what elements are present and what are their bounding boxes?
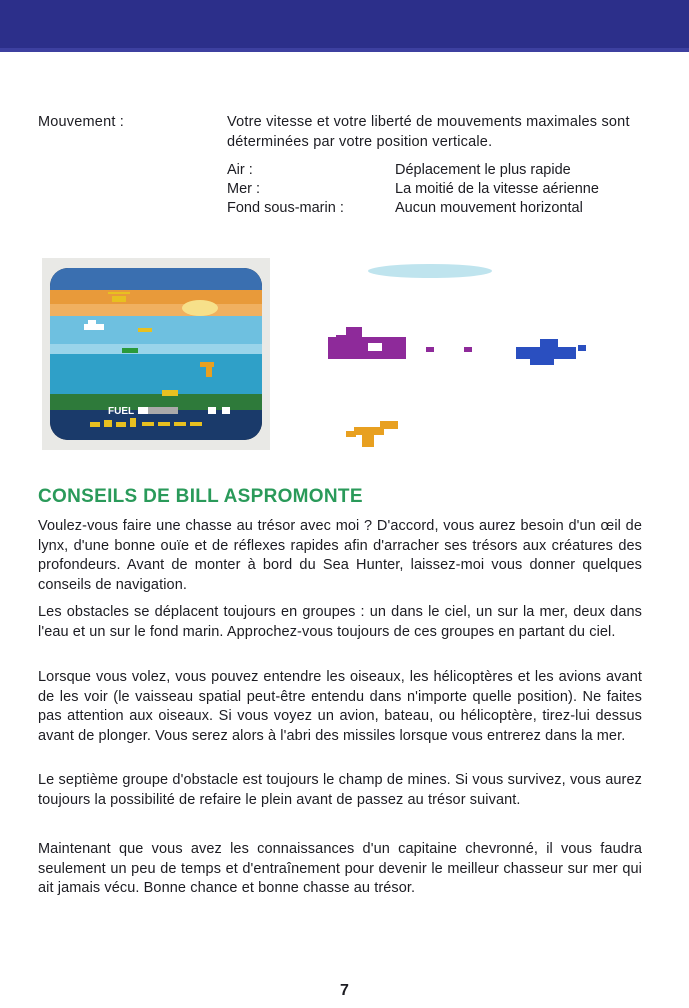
- fuel-label: FUEL: [108, 406, 135, 417]
- game-scene: [50, 268, 262, 440]
- cloud-icon: [368, 264, 492, 278]
- surface-boat-icon: [138, 328, 152, 332]
- submarine-icon: [328, 327, 406, 359]
- header-bar: [0, 0, 689, 52]
- torpedo-icon-2: [464, 347, 472, 352]
- speed-effect-air: Déplacement le plus rapide: [395, 162, 571, 178]
- torpedo-icon: [426, 347, 434, 352]
- speed-zone-mer: Mer :: [227, 181, 261, 197]
- speed-zone-fond: Fond sous-marin :: [227, 200, 344, 216]
- mouvement-description: Votre vitesse et votre liberté de mouvements maximales sont déterminées par votre position verticale.: [227, 114, 630, 150]
- speed-zone-air: Air :: [227, 162, 253, 178]
- paragraph-1: Voulez-vous faire une chasse au trésor avec moi ? D'accord, vous aurez besoin d'un œil de lynx, d'une bonne ouïe et de réflexes rapides afin d'arracher ses trésors aux créatures des profondeurs. Avant de monter à bord du Sea Hunter, laissez-moi vous donner quelques conseils de navigation.: [38, 518, 642, 593]
- header-bar-edge: [0, 48, 689, 52]
- yellow-fish-icon: [162, 390, 178, 396]
- speed-effect-fond: Aucun mouvement horizontal: [395, 200, 583, 216]
- paragraph-3: Lorsque vous volez, vous pouvez entendre les oiseaux, les hélicoptères et les avions avant de les voir (le vaisseau spatial peut-être entendu dans n'importe quelle position). Ne faites pas attention aux oiseaux. Si vous voyez un avion, bateau, ou hélicoptère, tirez-lui dessus avant de plonger. Vous serez alors à l'abri des missiles lorsque vous entrerez dans la mer.: [38, 669, 642, 744]
- enemy-submarine-icon: [516, 339, 586, 365]
- green-fish-icon: [122, 348, 138, 353]
- section-title: CONSEILS DE BILL ASPROMONTE: [38, 486, 363, 507]
- page-number: 7: [340, 982, 349, 999]
- paragraph-4: Le septième groupe d'obstacle est toujours le champ de mines. Si vous survivez, vous aurez toujours la possibilité de refaire le plein avant de passez au trésor suivant.: [38, 772, 642, 808]
- game-crt-screen: [50, 268, 262, 440]
- bird-icon: [346, 421, 398, 447]
- paragraph-2: Les obstacles se déplacent toujours en groupes : un dans le ciel, un sur la mer, deux dans l'eau et un sur le fond marin. Approchez-vous toujours de ces groupes en partant du ciel.: [38, 604, 642, 640]
- speed-effect-mer: La moitié de la vitesse aérienne: [395, 181, 599, 197]
- sprite-illustration: [300, 255, 620, 460]
- paragraph-5: Maintenant que vous avez les connaissances d'un capitaine chevronné, il vous faudra seulement un peu de temps et d'entraînement pour devenir le meilleur chasseur sur mer qui ait jamais vécu. Bonne chance et bonne chasse au trésor.: [38, 841, 642, 897]
- game-screenshot: [42, 258, 270, 450]
- mouvement-label: Mouvement :: [38, 114, 125, 130]
